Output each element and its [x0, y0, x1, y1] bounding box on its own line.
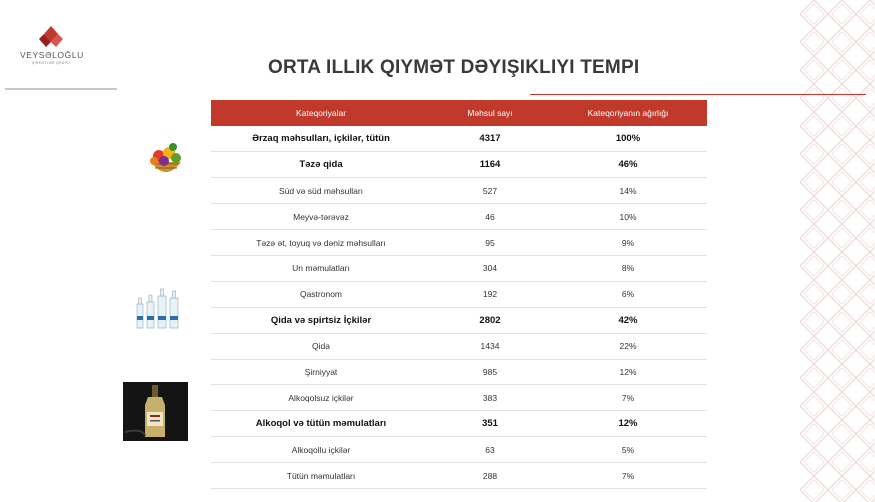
- row-category: Təzə qida: [211, 152, 431, 178]
- table-row: [211, 359, 707, 385]
- brand-logo: [20, 26, 82, 65]
- table-row: [211, 152, 707, 178]
- table-row: [211, 385, 707, 411]
- table-row: [211, 437, 707, 463]
- row-count: 304: [431, 255, 549, 281]
- row-weight: 100%: [549, 126, 707, 152]
- row-category: Un məmulatları: [211, 255, 431, 281]
- table-row: [211, 255, 707, 281]
- table-row: [211, 204, 707, 230]
- fruit-basket-image: [145, 140, 187, 180]
- row-weight: 42%: [549, 307, 707, 333]
- row-weight: 10%: [549, 204, 707, 230]
- row-category: Təzə ət, toyuq və dəniz məhsulları: [211, 230, 431, 256]
- row-count: 1164: [431, 152, 549, 178]
- diamond-logo-icon: [38, 26, 64, 48]
- header-divider: [5, 88, 117, 90]
- row-weight: 9%: [549, 230, 707, 256]
- row-count: 1434: [431, 333, 549, 359]
- row-count: 527: [431, 178, 549, 204]
- header-weight: Kateqoriyanın ağırlığı: [549, 100, 707, 126]
- row-count: 288: [431, 463, 549, 489]
- row-count: 46: [431, 204, 549, 230]
- categories-table: [211, 100, 707, 489]
- brand-tagline: ŞİRKƏTLƏR QRUPU: [31, 61, 71, 65]
- brand-name: VEYSƏLOĞLU: [20, 50, 84, 60]
- row-category: Alkoqolsuz içkilər: [211, 385, 431, 411]
- table-row: [211, 307, 707, 333]
- table-row: [211, 281, 707, 307]
- row-count: 351: [431, 411, 549, 437]
- row-weight: 6%: [549, 281, 707, 307]
- row-category: Alkoqollu içkilər: [211, 437, 431, 463]
- row-weight: 12%: [549, 359, 707, 385]
- row-weight: 12%: [549, 411, 707, 437]
- row-count: 63: [431, 437, 549, 463]
- row-category: Şirniyyat: [211, 359, 431, 385]
- table-header-row: [211, 100, 707, 126]
- row-weight: 5%: [549, 437, 707, 463]
- row-weight: 22%: [549, 333, 707, 359]
- table-row: [211, 411, 707, 437]
- header-category: Kateqoriyalar: [211, 100, 431, 126]
- row-count: 95: [431, 230, 549, 256]
- water-bottles-image: [133, 288, 183, 330]
- table-row: [211, 230, 707, 256]
- table-row: [211, 463, 707, 489]
- row-weight: 7%: [549, 463, 707, 489]
- row-category: Ərzaq məhsulları, içkilər, tütün: [211, 126, 431, 152]
- row-category: Meyvə-tərəvəz: [211, 204, 431, 230]
- title-underline: [530, 94, 866, 95]
- row-weight: 7%: [549, 385, 707, 411]
- header-count: Məhsul sayı: [431, 100, 549, 126]
- row-weight: 8%: [549, 255, 707, 281]
- table-row: [211, 126, 707, 152]
- row-category: Qastronom: [211, 281, 431, 307]
- table-row: [211, 178, 707, 204]
- alcohol-bottle-image: [123, 382, 188, 441]
- row-category: Süd və süd məhsulları: [211, 178, 431, 204]
- row-count: 192: [431, 281, 549, 307]
- row-category: Alkoqol və tütün məmulatları: [211, 411, 431, 437]
- row-count: 383: [431, 385, 549, 411]
- lattice-pattern: [800, 0, 875, 502]
- page-title: ORTA ILLIK QIYMƏT DƏYIŞIKLIYI TEMPI: [268, 57, 640, 78]
- row-count: 2802: [431, 307, 549, 333]
- row-count: 4317: [431, 126, 549, 152]
- row-category: Qida və spirtsiz İçkilər: [211, 307, 431, 333]
- row-category: Qida: [211, 333, 431, 359]
- row-count: 985: [431, 359, 549, 385]
- row-weight: 14%: [549, 178, 707, 204]
- row-weight: 46%: [549, 152, 707, 178]
- row-category: Tütün məmulatları: [211, 463, 431, 489]
- table-row: [211, 333, 707, 359]
